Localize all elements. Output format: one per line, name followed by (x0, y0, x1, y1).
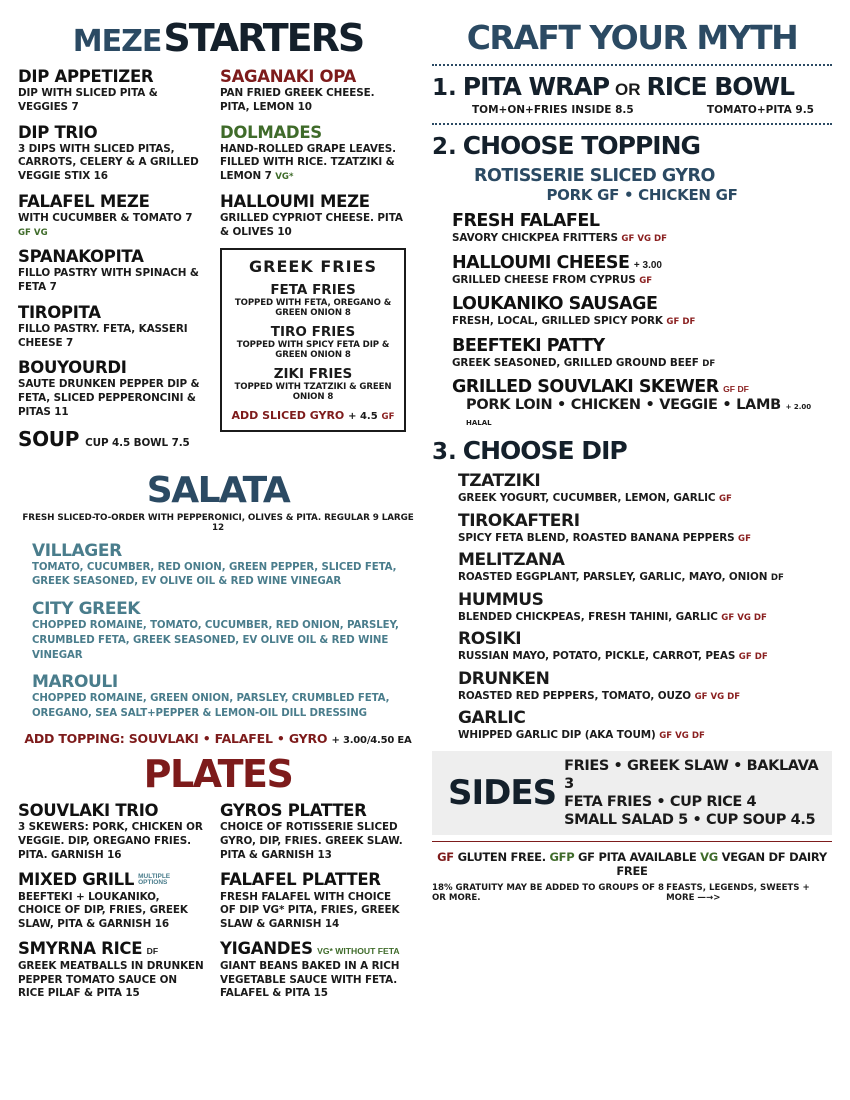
desc-text: SPICY FETA BLEND, ROASTED BANANA PEPPERS (458, 531, 735, 544)
salata-title: SALATA (146, 469, 290, 511)
item-name: HALLOUMI MEZE (220, 191, 370, 211)
diet-tag: VG* (275, 172, 294, 182)
step-3-label: CHOOSE DIP (462, 436, 627, 466)
item-desc (220, 143, 406, 184)
item-name: DRUNKEN (458, 668, 550, 689)
item-name: BOUYOURDI (18, 358, 127, 378)
starters-right-list (220, 68, 406, 460)
left-column (18, 14, 418, 1086)
item-desc (452, 315, 832, 329)
item-name: DOLMADES (220, 122, 322, 142)
sides-list (564, 757, 824, 830)
item-desc: TOPPED WITH SPICY FETA DIP & GREEN ONION 8 (236, 340, 390, 361)
legend-gfp-text: GF PITA AVAILABLE (578, 850, 697, 865)
step-number: 2. (432, 134, 457, 160)
item-desc (452, 274, 832, 288)
step-number: 3. (432, 439, 457, 466)
item-desc (458, 571, 832, 585)
item-name: TIROKAFTERI (458, 510, 580, 531)
starters-left-list (18, 68, 206, 460)
add-gyro-price: + 4.5 (348, 411, 378, 423)
more-pages-note: FEASTS, LEGENDS, SWEETS + MORE —→> (666, 883, 810, 904)
list-item (220, 871, 406, 931)
item-name: FRESH FALAFEL (452, 211, 600, 231)
plates-title: PLATES (143, 752, 293, 797)
item-name: ZIKI FRIES (273, 366, 353, 383)
divider (432, 841, 832, 842)
diet-tag: GF VG DF (621, 234, 668, 244)
desc-text: ROASTED RED PEPPERS, TOMATO, OUZO (458, 689, 692, 702)
diet-tag: GF VG DF (721, 612, 767, 623)
list-item (220, 193, 406, 240)
desc-text: GRILLED CHEESE FROM CYPRUS (452, 273, 636, 286)
right-column (432, 14, 832, 1086)
item-desc: CUP 4.5 BOWL 7.5 (85, 437, 190, 450)
diet-tag: GF (381, 412, 395, 423)
step-1 (432, 72, 832, 101)
plates-right-list (220, 802, 406, 1010)
desc-text: RUSSIAN MAYO, POTATO, PICKLE, CARROT, PEAS (458, 650, 736, 663)
sides-box (432, 751, 832, 836)
item-name: FETA FRIES (270, 282, 356, 299)
list-item (18, 124, 206, 184)
salata-add-topping (18, 731, 418, 746)
diet-tag: GF DF (738, 652, 768, 663)
item-name: TZATZIKI (458, 471, 541, 492)
salata-subtitle: FRESH SLICED-TO-ORDER WITH PEPPERONICI, OLIVES & PITA. REGULAR 9 LARGE 12 (22, 512, 414, 533)
item-price: + 3.00 (633, 259, 662, 271)
item-name: TIROPITA (18, 302, 101, 322)
starters-columns (18, 68, 418, 460)
add-topping-price: + 3.00/4.50 EA (331, 735, 412, 747)
desc-text: WITH CUCUMBER & TOMATO 7 (18, 211, 193, 224)
item-name: FALAFEL MEZE (18, 191, 150, 211)
gratuity-note: 18% GRATUITY MAY BE ADDED TO GROUPS OF 8 OR MORE. (432, 883, 664, 904)
diet-tag: GF (738, 533, 751, 544)
desc-text: GREEK SEASONED, GRILLED GROUND BEEF (452, 356, 699, 369)
item-name: YIGANDES (220, 939, 313, 959)
list-item (220, 68, 406, 115)
desc-text: BLENDED CHICKPEAS, FRESH TAHINI, GARLIC (458, 610, 718, 623)
item-desc (458, 729, 832, 743)
item-name: GRILLED SOUVLAKI SKEWER (452, 377, 719, 398)
item-name: HUMMUS (458, 589, 544, 610)
item-name: GARLIC (458, 708, 526, 729)
legend-gf-code: GF (437, 850, 454, 865)
legend-vg-code: VG (700, 850, 718, 865)
item-desc: TOPPED WITH FETA, OREGANO & GREEN ONION 8 (234, 298, 392, 319)
list-item (32, 599, 418, 663)
list-item (18, 359, 206, 419)
list-item: SMALL SALAD 5 • CUP SOUP 4.5 (564, 812, 816, 829)
divider (432, 64, 832, 66)
rice-bowl-price: TOMATO+PITA 9.5 (706, 104, 814, 116)
list-item (32, 672, 418, 722)
list-item (220, 124, 406, 184)
item-desc (458, 650, 832, 664)
diet-tag: VG* WITHOUT FETA (317, 946, 400, 957)
item-desc (458, 492, 832, 506)
topping-loukaniko[interactable] (452, 294, 832, 329)
item-name: MIXED GRILL (18, 870, 135, 890)
item-badge: MULTIPLE OPTIONS (138, 872, 171, 887)
dip-rosiki[interactable] (458, 629, 832, 664)
dip-garlic[interactable] (458, 708, 832, 743)
list-item (18, 193, 206, 240)
diet-tag: GF DF (723, 384, 749, 395)
list-item (18, 940, 206, 1001)
footer (432, 883, 832, 903)
add-gyro-label: ADD SLICED GYRO (231, 409, 345, 423)
item-desc: CHOICE OF ROTISSERIE SLICED GYRO, DIP, FRIES. GREEK SLAW. PITA & GARNISH 13 (220, 821, 403, 861)
item-desc: CHOPPED ROMAINE, TOMATO, CUCUMBER, RED ONION, PARSLEY, CRUMBLED FETA, GREEK SEASONED, EV OLIVE OIL & RED WINE VINEGAR (32, 620, 399, 661)
legend-df-code: DF (768, 850, 786, 865)
item-name: GYROS PLATTER (220, 801, 367, 821)
topping-halloumi[interactable] (452, 253, 832, 288)
dip-drunken[interactable] (458, 669, 832, 704)
item-name: LOUKANIKO SAUSAGE (452, 294, 658, 315)
item-desc: DIP WITH SLICED PITA & VEGGIES 7 (18, 87, 158, 113)
craft-your-myth-title: CRAFT YOUR MYTH (466, 18, 798, 57)
item-name: ROTISSERIE SLICED GYRO (474, 166, 715, 186)
greek-fries-title: GREEK FRIES (249, 257, 377, 277)
diet-tag: GF VG (18, 227, 48, 238)
list-item: FETA FRIES • CUP RICE 4 (564, 793, 757, 810)
diet-tag: DF (146, 946, 159, 957)
skewer-options: PORK LOIN • CHICKEN • VEGGIE • LAMB (466, 397, 781, 414)
dip-tzatziki[interactable] (458, 471, 832, 506)
list-item (18, 802, 206, 862)
list-item (220, 940, 406, 1001)
list-item (18, 304, 206, 351)
item-name: BEEFTEKI PATTY (452, 335, 605, 356)
item-desc: FILLO PASTRY. FETA, KASSERI CHEESE 7 (18, 322, 188, 349)
plates-left-list (18, 802, 206, 1010)
item-name: CITY GREEK (32, 599, 141, 620)
step-number: 1. (432, 75, 457, 101)
list-item (18, 871, 206, 931)
item-desc: FILLO PASTRY WITH SPINACH & FETA 7 (18, 267, 199, 293)
item-name: FALAFEL PLATTER (220, 870, 381, 890)
topping-falafel[interactable] (452, 211, 832, 246)
item-name: MELITZANA (458, 550, 565, 571)
lamb-price: + 2.00 HALAL (466, 403, 812, 428)
diet-tag: DF (702, 358, 716, 369)
starters-heading (18, 16, 418, 60)
item-name: SOUP (18, 427, 80, 452)
desc-text: SAVORY CHICKPEA FRITTERS (452, 232, 618, 244)
desc-text: WHIPPED GARLIC DIP (AKA TOUM) (458, 729, 656, 742)
item-name: SPANAKOPITA (18, 247, 144, 267)
item-name: SOUVLAKI TRIO (18, 801, 159, 821)
desc-text: FRESH, LOCAL, GRILLED SPICY PORK (452, 315, 663, 328)
topping-beefteki[interactable] (452, 336, 832, 371)
starters-word: STARTERS (163, 16, 364, 60)
item-desc: PAN FRIED GREEK CHEESE. PITA, LEMON 10 (220, 87, 375, 113)
step-option-rice-bowl[interactable]: RICE BOWL (646, 72, 795, 101)
legend-gf-text: GLUTEN FREE. (457, 850, 546, 865)
list-item (220, 802, 406, 862)
item-desc: TOMATO, CUCUMBER, RED ONION, GREEN PEPPER, SLICED FETA, GREEK SEASONED, EV OLIVE OIL & RED WINE VINEGAR (32, 561, 397, 588)
step-option-pita-wrap[interactable]: PITA WRAP (462, 72, 610, 101)
list-item (18, 428, 206, 451)
desc-text: GREEK YOGURT, CUCUMBER, LEMON, GARLIC (458, 492, 716, 505)
item-desc (458, 611, 832, 625)
item-name: SAGANAKI OPA (220, 67, 356, 86)
item-desc (18, 212, 206, 239)
desc-text: ROASTED EGGPLANT, PARSLEY, GARLIC, MAYO, ONION (458, 571, 768, 584)
legend-vg-text: VEGAN (721, 850, 765, 865)
item-desc (458, 690, 832, 704)
step-2-label: CHOOSE TOPPING (462, 131, 701, 160)
topping-souvlaki-skewer[interactable] (452, 377, 832, 429)
item-desc: GRILLED CYPRIOT CHEESE. PITA & OLIVES 10 (220, 211, 403, 238)
diet-legend (432, 850, 832, 878)
topping-gyro[interactable] (452, 166, 832, 204)
list-item: FRIES • GREEK SLAW • BAKLAVA 3 (564, 757, 819, 792)
item-desc (452, 357, 832, 371)
item-sub: PORK GF • CHICKEN GF (546, 186, 738, 204)
item-name: MAROULI (32, 672, 118, 693)
item-desc: 3 SKEWERS: PORK, CHICKEN OR VEGGIE. DIP, OREGANO FRIES. PITA. GARNISH 16 (18, 821, 203, 861)
desc-text: HAND-ROLLED GRAPE LEAVES. FILLED WITH RICE. TZATZIKI & LEMON 7 (220, 142, 397, 182)
list-item (18, 68, 206, 115)
step-2 (432, 131, 832, 160)
diet-tag: DF (770, 573, 784, 584)
item-desc: GREEK MEATBALLS IN DRUNKEN PEPPER TOMATO SAUCE ON RICE PILAF & PITA 15 (18, 960, 204, 1000)
item-name: VILLAGER (32, 540, 122, 561)
item-desc: GIANT BEANS BAKED IN A RICH VEGETABLE SAUCE WITH FETA. FALAFEL & PITA 15 (220, 960, 400, 1000)
item-name: DIP APPETIZER (18, 67, 154, 86)
list-item (18, 248, 206, 295)
step-3 (432, 436, 832, 465)
diet-tag: GF DF (666, 317, 696, 328)
item-desc: SAUTE DRUNKEN PEPPER DIP & FETA, SLICED PEPPERONCINI & PITAS 11 (18, 378, 200, 418)
greek-fries-box (220, 248, 406, 432)
sides-title: SIDES (448, 772, 557, 813)
item-desc: FRESH FALAFEL WITH CHOICE OF DIP VG* PITA, FRIES, GREEK SLAW & GARNISH 14 (220, 890, 400, 930)
item-desc (458, 532, 832, 546)
add-gyro-line (228, 409, 398, 422)
step-1-prices (432, 104, 832, 116)
diet-tag: GF (718, 494, 732, 505)
item-desc: BEEFTEKI + LOUKANIKO, CHOICE OF DIP, FRIES, GREEK SLAW, PITA & GARNISH 16 (18, 890, 188, 930)
item-name: TIRO FRIES (270, 324, 356, 341)
legend-df-text: DAIRY FREE (616, 850, 827, 879)
diet-tag: GF VG DF (659, 731, 705, 742)
add-topping-label: ADD TOPPING: SOUVLAKI • FALAFEL • GYRO (24, 731, 328, 747)
item-desc: TOPPED WITH TZATZIKI & GREEN ONION 8 (234, 382, 392, 403)
dip-melitzana[interactable] (458, 550, 832, 585)
item-name: ROSIKI (458, 629, 522, 650)
item-desc: CHOPPED ROMAINE, GREEN ONION, PARSLEY, CRUMBLED FETA, OREGANO, SEA SALT+PEPPER & LEMON-OIL DILL DRESSING (32, 693, 390, 720)
legend-gfp-code: GFP (549, 850, 575, 865)
dip-tirokafteri[interactable] (458, 511, 832, 546)
item-desc: 3 DIPS WITH SLICED PITAS, CARROTS, CELERY & A GRILLED VEGGIE STIX 16 (18, 142, 199, 182)
item-desc (452, 232, 832, 246)
step-or-label: OR (615, 80, 641, 99)
meze-word: MEZE (72, 24, 162, 59)
diet-tag: GF (639, 275, 653, 286)
pita-wrap-price: TOM+ON+FRIES INSIDE 8.5 (472, 104, 634, 116)
dip-hummus[interactable] (458, 590, 832, 625)
list-item (32, 541, 418, 591)
item-name: SMYRNA RICE (18, 939, 143, 959)
diet-tag: GF VG DF (694, 691, 741, 702)
plates-columns (18, 802, 418, 1010)
divider (432, 123, 832, 125)
item-name: DIP TRIO (18, 122, 98, 142)
item-sub (466, 397, 832, 429)
item-name: HALLOUMI CHEESE (452, 252, 630, 273)
